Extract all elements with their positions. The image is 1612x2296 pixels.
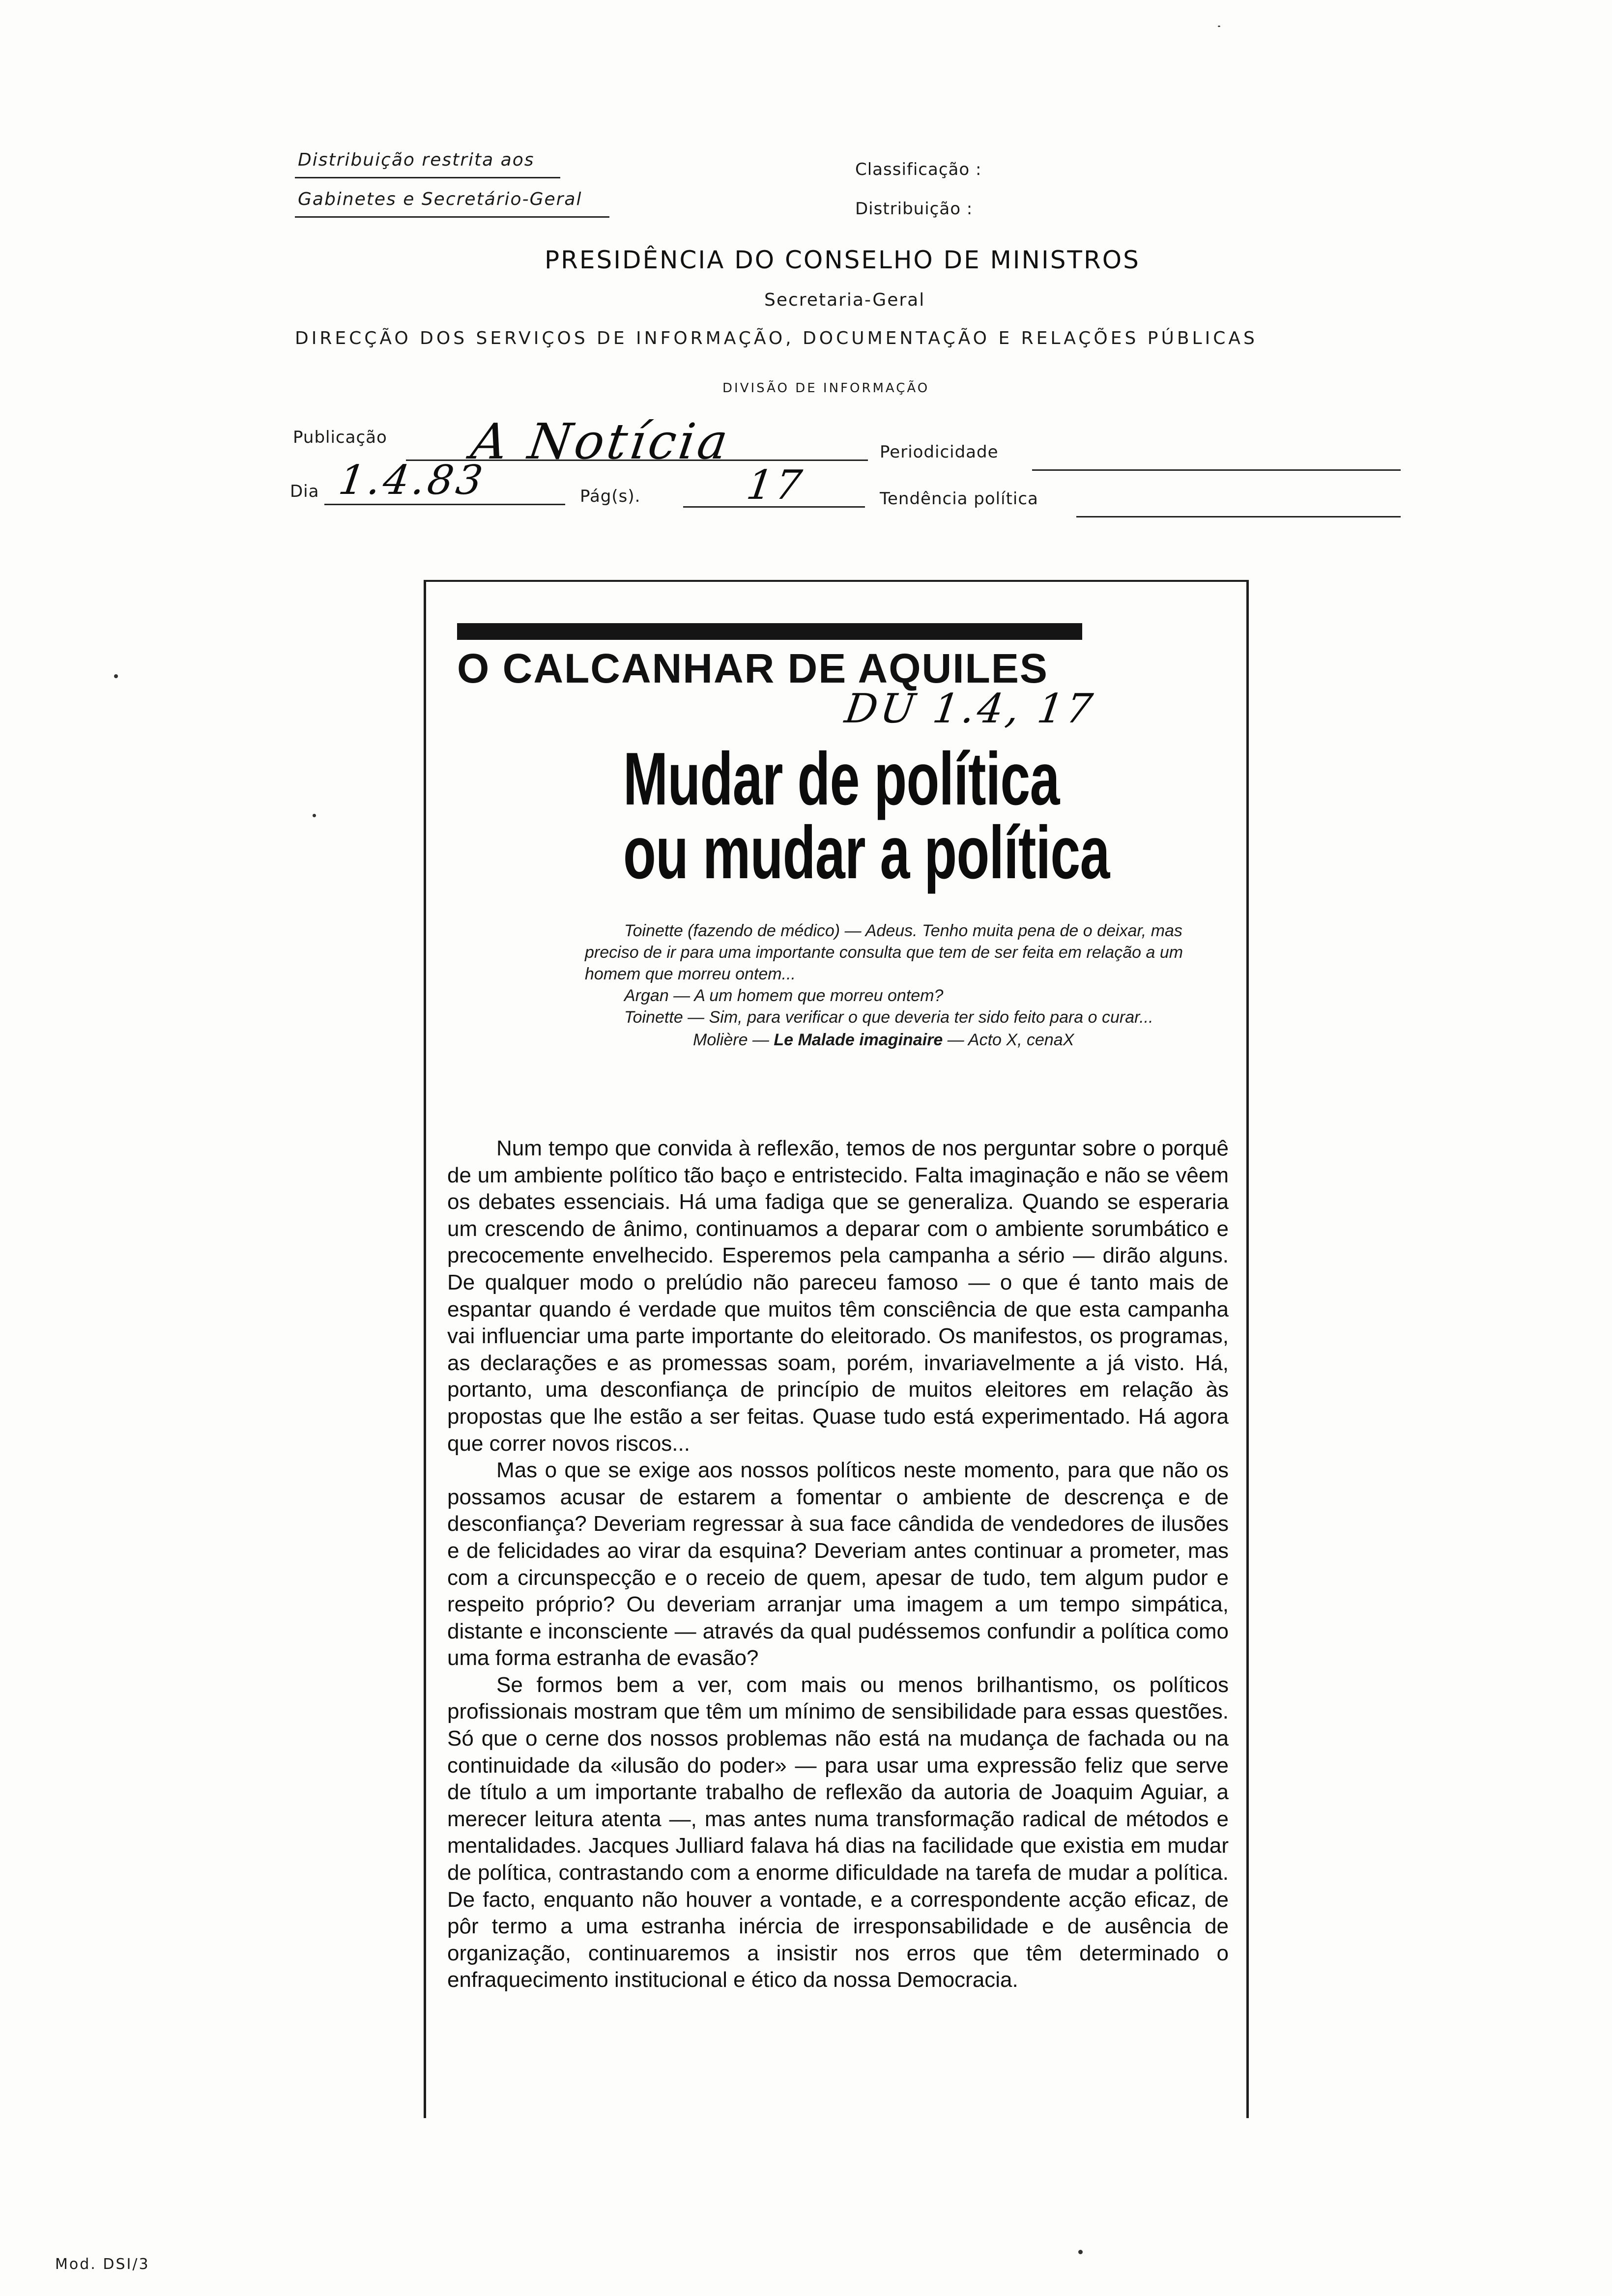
headline-line-2: ou mudar a política	[623, 811, 1110, 894]
epigraph-line: Toinette (fazendo de médico) — Adeus. Tenho muita pena de o deixar, mas preciso de ir para uma importante consulta que tem de ser feita em relação a um homem que morreu ontem...	[585, 921, 1183, 983]
epigraph-source-act: — Acto X, cenaX	[947, 1031, 1074, 1049]
institution-subtitle: Secretaria-Geral	[764, 290, 925, 310]
distribuicao-label: Distribuição :	[855, 199, 973, 219]
section-title: O CALCANHAR DE AQUILES	[457, 645, 1048, 691]
dia-label: Dia	[290, 482, 319, 501]
epigraph-source	[585, 1029, 1224, 1051]
epigraph	[585, 920, 1224, 1051]
distribution-line-2: Gabinetes e Secretário-Geral	[298, 189, 582, 209]
publicacao-label: Publicação	[293, 428, 387, 447]
scan-speck	[313, 814, 316, 817]
clipping-border-left	[424, 580, 426, 2118]
article-paragraph: Mas o que se exige aos nossos políticos neste momento, para que não os possamos acusar de estarem a fomentar o ambiente de descrença e de desconfiança? Deveriam regressar à sua face cândida de vendedores de ilusões e de felicidades ao virar da esquina? Deveriam antes continuar a prometer, mas com a circunspecção e o receio de quem, apesar de tudo, tem algum pudor e respeito próprio? Ou deveriam arranjar uma imagem a um tempo simpática, distante e inconsciente — através da qual pudéssemos confundir a política como uma forma estranha de evasão?	[447, 1458, 1229, 1670]
tendencia-field-line	[1076, 516, 1401, 517]
epigraph-source-work: Le Malade imaginaire	[774, 1031, 943, 1049]
section-bar	[457, 623, 1082, 640]
clipping-border-top	[424, 580, 1249, 582]
article-paragraph: Se formos bem a ver, com mais ou menos brilhantismo, os políticos profissionais mostram que têm um mínimo de sensibilidade para essas questões. Só que o cerne dos nossos problemas não está na mudança de fachada ou na continuidade da «ilusão do poder» — para usar uma expressão feliz que serve de título a um importante trabalho de reflexão da autoria de Joaquim Aguiar, a merecer leitura atenta —, mas antes numa transformação radical de métodos e mentalidades. Jacques Julliard falava há dias na facilidade que existia em mudar de política, contrastando com a enorme dificuldade na tarefa de mudar a política. De facto, enquanto não houver a vontade, e a correspondente acção eficaz, de pôr termo a uma estranha inércia de irresponsabilidade e de ausência de organização, continuaremos a insistir nos erros que têm determinado o enfraquecimento institucional e ético da nossa Democracia.	[447, 1672, 1229, 1992]
pags-label: Pág(s).	[580, 487, 641, 506]
handwritten-reference: DU 1.4, 17	[842, 686, 1098, 732]
dia-handwritten: 1.4.83	[336, 457, 489, 504]
epigraph-line: Toinette — Sim, para verificar o que deveria ter sido feito para o curar...	[624, 1008, 1153, 1027]
distribution-line-1: Distribuição restrita aos	[298, 150, 535, 170]
scan-speck	[114, 674, 118, 678]
classificacao-label: Classificação :	[855, 160, 982, 179]
article-body	[447, 1135, 1229, 1994]
tendencia-label: Tendência política	[880, 489, 1038, 509]
dia-field-line	[324, 504, 565, 505]
divider	[295, 177, 560, 178]
scan-speck	[1218, 26, 1220, 27]
divider	[295, 216, 609, 218]
periodicidade-label: Periodicidade	[880, 442, 999, 462]
article-paragraph: Num tempo que convida à reflexão, temos de nos perguntar sobre o porquê de um ambiente político tão baço e entristecido. Falta imaginação e não se vêem os debates essenciais. Há uma fadiga que se generaliza. Quando se esperaria um crescendo de ânimo, continuamos a deparar com o ambiente sorumbático e precocemente envelhecido. Esperemos pela campanha a sério — dirão alguns. De qualquer modo o prelúdio não pareceu famoso — o que é tanto mais de espantar quando é verdade que muitos têm consciência de que esta campanha vai influenciar uma parte importante do eleitorado. Os manifestos, os programas, as declarações e as promessas soam, porém, invariavelmente a já visto. Há, portanto, uma desconfiança de princípio de muitos eleitores em relação às propostas que lhe estão a ser feitas. Quase tudo está experimentado. Há agora que correr novos riscos...	[447, 1136, 1229, 1456]
scan-speck	[1078, 2250, 1083, 2254]
division-line: DIVISÃO DE INFORMAÇÃO	[722, 381, 930, 396]
epigraph-source-author: Molière —	[693, 1031, 769, 1049]
directorate-line: DIRECÇÃO DOS SERVIÇOS DE INFORMAÇÃO, DOCUMENTAÇÃO E RELAÇÕES PÚBLICAS	[295, 328, 1258, 348]
periodicidade-field-line	[1032, 469, 1401, 471]
headline	[541, 737, 1130, 894]
publicacao-handwritten: A Notícia	[467, 413, 734, 470]
headline-line-1: Mudar de política	[623, 737, 1060, 821]
epigraph-line: Argan — A um homem que morreu ontem?	[624, 986, 944, 1005]
form-code: Mod. DSI/3	[55, 2256, 150, 2273]
pags-handwritten: 17	[744, 462, 808, 509]
clipping-border-right	[1246, 580, 1249, 2118]
institution-title: PRESIDÊNCIA DO CONSELHO DE MINISTROS	[545, 246, 1140, 274]
